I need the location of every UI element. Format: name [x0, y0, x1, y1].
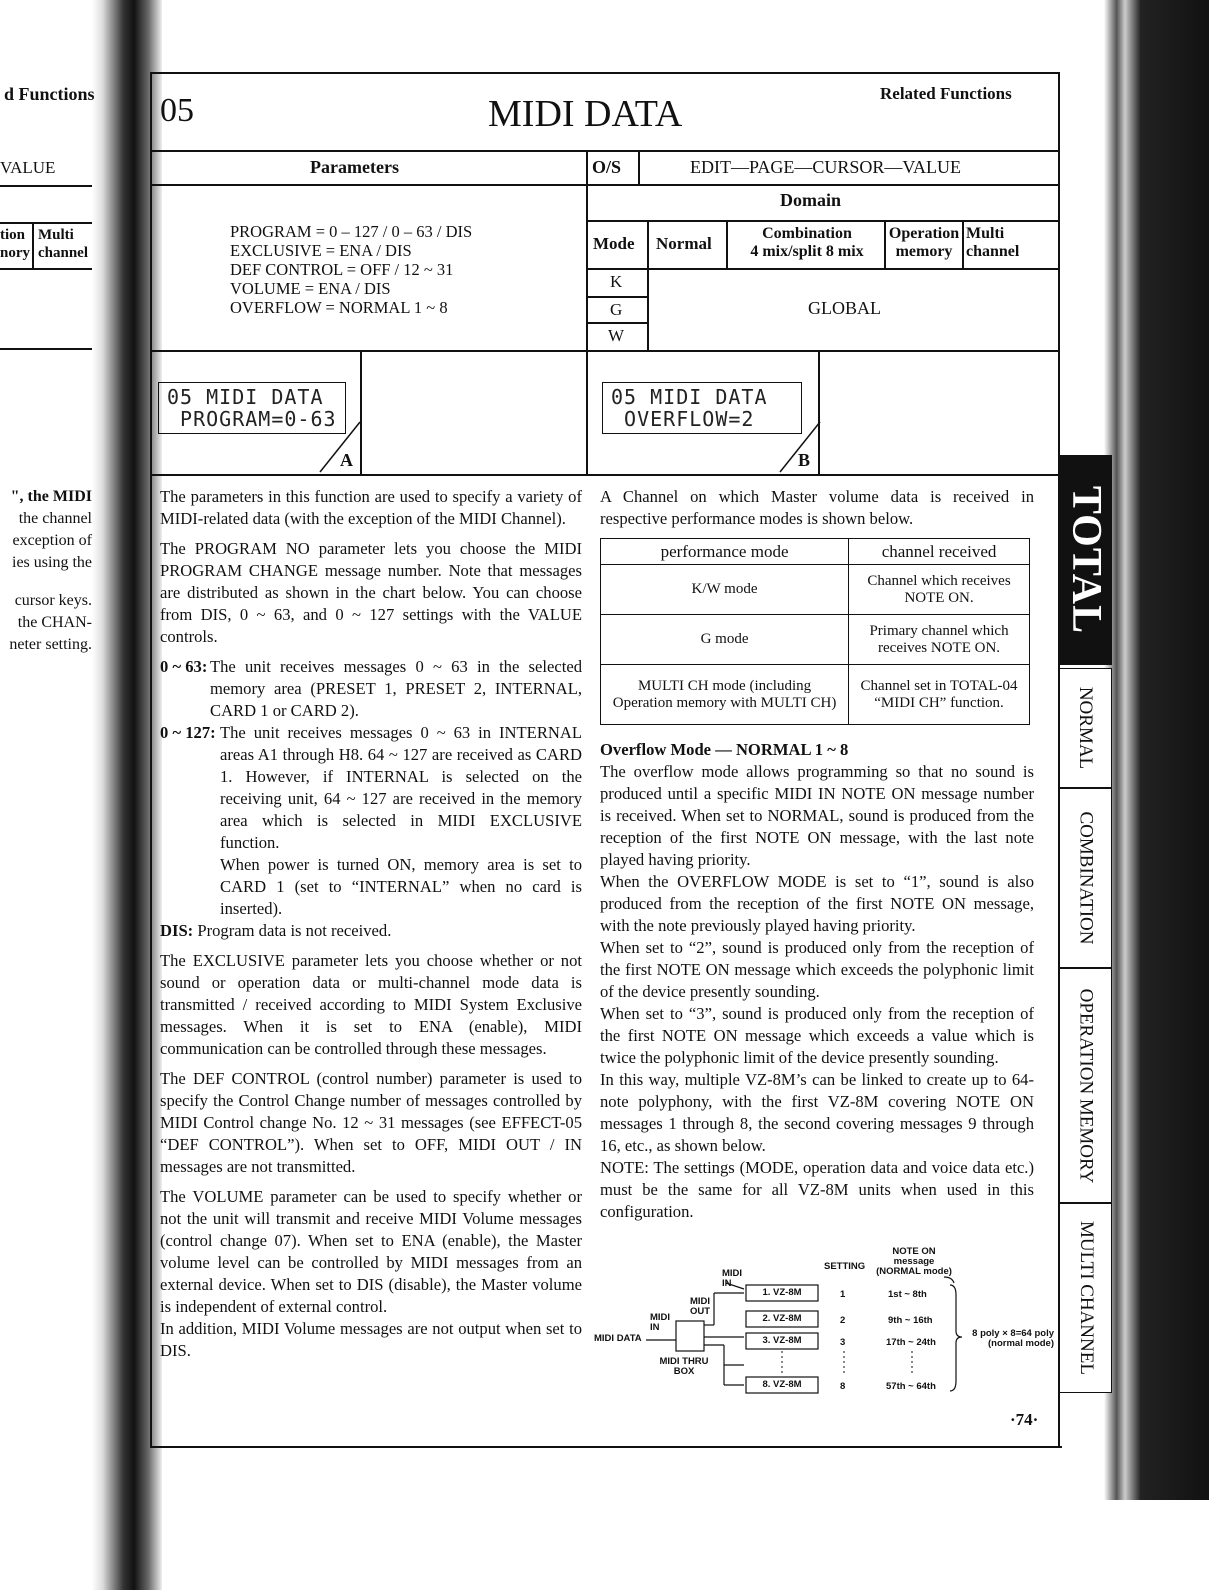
- divider: [586, 322, 648, 324]
- divider: [726, 220, 728, 268]
- mode-k: K: [610, 272, 623, 291]
- performance-mode-table: [600, 538, 1030, 725]
- parameters-heading: Parameters: [310, 157, 399, 177]
- midi-in-label-2: MIDI IN: [650, 1312, 671, 1333]
- multi-heading: Multi channel: [966, 225, 1020, 260]
- midi-in-label: MIDI IN: [722, 1268, 743, 1289]
- frame-left-border: [150, 72, 152, 1447]
- left-page-value: VALUE: [0, 158, 56, 177]
- page-number: ·74·: [1010, 1410, 1039, 1429]
- unit-8: 8. VZ-8M: [762, 1379, 802, 1390]
- left-page-header: d Functions: [4, 84, 95, 104]
- divider: [586, 150, 588, 475]
- parameter-list: PROGRAM = 0 – 127 / 0 – 63 / DIS EXCLUSIVE = ENA / DIS DEF CONTROL = OFF / 12 ~ 31 VOLUME = ENA / DIS OVERFLOW = NORMAL 1 ~ 8: [230, 222, 473, 317]
- table-row: MULTI CH mode (including Operation memory with MULTI CH) Channel set in TOTAL-04 “MIDI CH” function.: [601, 665, 1030, 725]
- table-row: K/W mode Channel which receives NOTE ON.: [601, 565, 1030, 615]
- midi-chain-diagram: [594, 1245, 1054, 1395]
- divider: [0, 268, 92, 270]
- left-col1: tion nory: [0, 227, 30, 261]
- unit-1: 1. VZ-8M: [762, 1287, 802, 1298]
- overflow-p1: The overflow mode allows programming so that no sound is produced until a specific MIDI IN NOTE ON message number is received. When set to NORMAL, sound is produced from the reception of the first NOTE ON message, with the last note played having priority.: [600, 762, 1034, 869]
- right-column-text: [600, 486, 1034, 1223]
- poly-note: 8 poly × 8=64 poly (normal mode): [972, 1328, 1054, 1349]
- option-dis: DIS: Program data is not received.: [160, 921, 392, 940]
- lcd-display-b: 05 MIDI DATA OVERFLOW=2: [602, 382, 802, 434]
- noteon-label: NOTE ON message (NORMAL mode): [876, 1246, 952, 1277]
- domain-heading: Domain: [780, 190, 842, 210]
- option-0-63: 0 ~ 63: The unit receives messages 0 ~ 63 in the selected memory area (PRESET 1, PRESET 2, INTERNAL, CARD 1 or CARD 2).: [160, 657, 582, 720]
- global-label: GLOBAL: [808, 298, 881, 318]
- range-3: 17th ~ 24th: [886, 1337, 936, 1348]
- table-row: G mode Primary channel which receives NOTE ON.: [601, 615, 1030, 665]
- overflow-p5: In this way, multiple VZ-8M’s can be linked to create up to 64-note polyphony, with the first VZ-8M covering NOTE ON messages 1 through 8, the second covering messages 9 through 16, etc., as shown below.: [600, 1070, 1034, 1155]
- overflow-note: NOTE: The settings (MODE, operation data and voice data etc.) must be the same for all VZ-8M units when used in this configuration.: [600, 1158, 1034, 1221]
- divider: [0, 348, 92, 350]
- divider: [150, 184, 1060, 186]
- divider: [32, 222, 34, 268]
- table-intro: A Channel on which Master volume data is received in respective performance modes is shown below.: [600, 487, 1034, 528]
- defcontrol-paragraph: The DEF CONTROL (control number) parameter is used to specify the Control Change number of messages controlled by MIDI Control change No. 12 ~ 31 messages (see EFFECT-05 “DEF CONTROL”). When set to OFF, MIDI OUT / IN messages are not transmitted.: [160, 1069, 582, 1176]
- tab-total[interactable]: TOTAL: [1060, 455, 1112, 665]
- volume-paragraph: The VOLUME parameter can be used to specify whether or not the unit will transmit and receive MIDI Volume messages (control change 07). When set to ENA (enable), the Master volume level can be controlled by MIDI messages from an external device. When set to DIS (disable), the Master volume is independent of external control.: [160, 1187, 582, 1316]
- function-number: 05: [160, 92, 194, 129]
- divider: [586, 296, 648, 298]
- midi-data-label: MIDI DATA: [594, 1333, 642, 1344]
- setting-8: 8: [840, 1381, 846, 1392]
- thru-box-label: MIDI THRU BOX: [659, 1356, 709, 1377]
- range-1: 1st ~ 8th: [888, 1289, 927, 1300]
- intro-paragraph: The parameters in this function are used to specify a variety of MIDI-related data (with the exception of the MIDI Channel).: [160, 487, 582, 528]
- related-functions: Related Functions: [880, 84, 1012, 103]
- tab-normal[interactable]: NORMAL: [1060, 668, 1112, 788]
- left-col2: Multi channel: [38, 227, 89, 261]
- setting-label: SETTING: [824, 1261, 866, 1272]
- tab-operation-memory[interactable]: OPERATION MEMORY: [1060, 968, 1112, 1203]
- unit-3: 3. VZ-8M: [762, 1335, 802, 1346]
- divider: [586, 268, 1060, 270]
- divider: [150, 150, 1060, 152]
- frame-bottom-border: [150, 1446, 1062, 1448]
- divider: [638, 150, 640, 184]
- mode-w: W: [608, 326, 625, 345]
- lcd-display-a: 05 MIDI DATA PROGRAM=0-63: [158, 382, 346, 434]
- os-heading: O/S: [592, 157, 622, 177]
- divider: [647, 220, 649, 350]
- exclusive-paragraph: The EXCLUSIVE parameter lets you choose whether or not sound or operation data or multi-channel mode data is transmitted / received according to MIDI System Exclusive messages. When it is set to ENA (enable), MIDI communication can be controlled through these messages.: [160, 951, 582, 1058]
- divider: [962, 220, 964, 268]
- midi-out-label: MIDI OUT: [690, 1296, 711, 1317]
- overflow-heading: Overflow Mode — NORMAL 1 ~ 8: [600, 740, 849, 759]
- divider: [150, 350, 1060, 352]
- overflow-p2: When the OVERFLOW MODE is set to “1”, sound is also produced from the reception of the first NOTE ON message, with the note previously played having priority.: [600, 872, 1034, 935]
- left-column-text: [160, 486, 582, 1370]
- range-8: 57th ~ 64th: [886, 1381, 936, 1392]
- volume-paragraph-2: In addition, MIDI Volume messages are not output when set to DIS.: [160, 1319, 582, 1360]
- operation-heading: Operation memory: [888, 225, 960, 260]
- range-2: 9th ~ 16th: [888, 1315, 933, 1326]
- divider: [0, 222, 92, 224]
- os-value: EDIT—PAGE—CURSOR—VALUE: [690, 157, 962, 177]
- divider: [150, 474, 1060, 476]
- table-row: performance mode channel received: [601, 539, 1030, 565]
- overflow-p4: When set to “3”, sound is produced only from the reception of the first NOTE ON message which exceeds a value which is twice the polyphonic limit of the device presently sounding.: [600, 1004, 1034, 1067]
- divider: [0, 185, 92, 187]
- mode-g: G: [610, 300, 623, 319]
- display-b-tag: B: [798, 450, 811, 470]
- setting-3: 3: [840, 1337, 846, 1348]
- display-b-marker: [760, 420, 822, 474]
- overflow-p3: When set to “2”, sound is produced only from the reception of the first NOTE ON message which exceeds the polyphonic limit of the device presently sounding.: [600, 938, 1034, 1001]
- program-paragraph: The PROGRAM NO parameter lets you choose the MIDI PROGRAM CHANGE message number. Note that messages are distributed as shown in the chart below. You can choose from DIS, 0 ~ 63, and 0 ~ 127 settings with the VALUE controls.: [160, 539, 582, 646]
- display-a-tag: A: [340, 450, 353, 470]
- mode-heading: Mode: [593, 234, 635, 253]
- setting-1: 1: [840, 1289, 846, 1300]
- tab-combination[interactable]: COMBINATION: [1060, 788, 1112, 968]
- setting-2: 2: [840, 1315, 846, 1326]
- page-edge-shadow: [1104, 0, 1209, 1500]
- unit-2: 2. VZ-8M: [762, 1313, 802, 1324]
- tab-multi-channel[interactable]: MULTI CHANNEL: [1060, 1203, 1112, 1393]
- normal-heading: Normal: [656, 234, 712, 253]
- divider: [586, 220, 1060, 222]
- page-title: MIDI DATA: [488, 93, 683, 135]
- option-0-127: 0 ~ 127: The unit receives messages 0 ~ 63 in INTERNAL areas A1 through H8. 64 ~ 127 are received as CARD 1. However, if INTERNAL is selected on the receiving unit, 64 ~ 127 are received in the memory area which is selected in MIDI EXCLUSIVE function. When power is turned ON, memory area is set to CARD 1 (set to “INTERNAL” when no card is inserted).: [160, 723, 582, 918]
- left-page-text: ", the MIDI the channel exception of ies using the cursor keys. the CHAN- neter setting.: [9, 488, 92, 653]
- combination-heading: Combination 4 mix/split 8 mix: [750, 225, 864, 260]
